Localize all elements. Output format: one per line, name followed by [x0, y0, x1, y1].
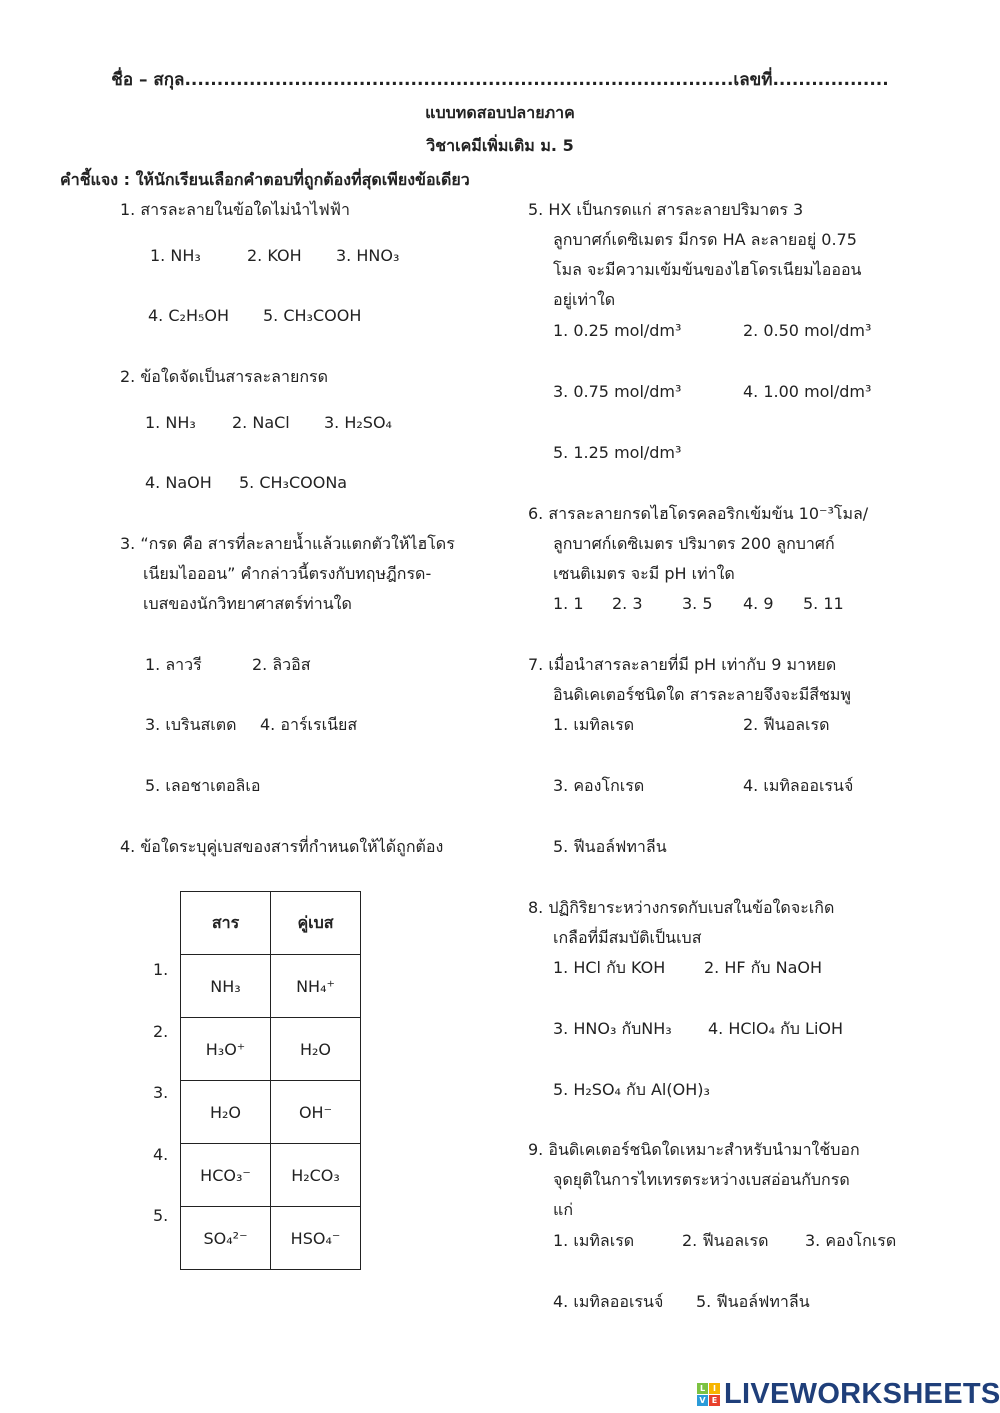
logo-text: LIVEWORKSHEETS — [724, 1378, 1000, 1410]
option[interactable]: 3. 0.75 mol/dm³ — [553, 382, 682, 401]
option[interactable]: 2. 3 — [612, 594, 643, 613]
option[interactable]: 3. 5 — [682, 594, 713, 613]
subject-title: วิชาเคมีเพิ่มเติม ม. 5 — [426, 136, 574, 155]
question-8: 8. ปฏิกิริยาระหว่างกรดกับเบสในข้อใดจะเกิด — [528, 898, 835, 917]
cell: H₃O⁺ — [181, 1018, 271, 1081]
option[interactable]: 5. H₂SO₄ กับ Al(OH)₃ — [553, 1080, 710, 1099]
option[interactable]: 3. HNO₃ — [336, 246, 400, 265]
option[interactable]: 5. 11 — [803, 594, 844, 613]
question-6-line: เซนติเมตร จะมี pH เท่าใด — [553, 564, 735, 583]
cell: OH⁻ — [271, 1081, 361, 1144]
option[interactable]: 1. NH₃ — [150, 246, 201, 265]
question-9-line: จุดยุติในการไทเทรตระหว่างเบสอ่อนกับกรด — [553, 1170, 850, 1189]
question-2: 2. ข้อใดจัดเป็นสารละลายกรด — [120, 367, 329, 386]
question-3: 3. “กรด คือ สารที่ละลายน้ำแล้วแตกตัวให้ไฮโดร — [120, 534, 455, 553]
logo-block: I — [709, 1383, 720, 1394]
question-3-line: เนียมไอออน” คำกล่าวนี้ตรงกับทฤษฎีกรด- — [143, 564, 432, 583]
option[interactable]: 2. ฟีนอลเรด — [743, 715, 830, 734]
question-1: 1. สารละลายในข้อใดไม่นำไฟฟ้า — [120, 200, 350, 219]
question-4: 4. ข้อใดระบุคู่เบสของสารที่กำหนดให้ได้ถูกต้อง — [120, 837, 444, 856]
option[interactable]: 3. คองโกเรด — [805, 1231, 897, 1250]
option[interactable]: 1. HCl กับ KOH — [553, 958, 666, 977]
option[interactable]: 1. 0.25 mol/dm³ — [553, 321, 682, 340]
liveworksheets-logo — [697, 1378, 1000, 1411]
option[interactable]: 2. 0.50 mol/dm³ — [743, 321, 872, 340]
option[interactable]: 5. 1.25 mol/dm³ — [553, 443, 682, 462]
option[interactable]: 1. NH₃ — [145, 413, 196, 432]
option[interactable]: 5. ฟีนอล์ฟทาลีน — [553, 837, 667, 856]
option[interactable]: 4. NaOH — [145, 473, 212, 492]
option[interactable]: 2. ฟีนอลเรด — [682, 1231, 769, 1250]
question-6-line: ลูกบาศก์เดซิเมตร ปริมาตร 200 ลูกบาศก์ — [553, 534, 835, 553]
option[interactable]: 4. 9 — [743, 594, 774, 613]
cell: NH₃ — [181, 955, 271, 1018]
exam-title: แบบทดสอบปลายภาค — [425, 103, 575, 122]
logo-block: E — [709, 1395, 720, 1406]
option[interactable]: 1. เมทิลเรด — [553, 1231, 635, 1250]
cell: H₂O — [181, 1081, 271, 1144]
question-7-line: อินดิเคเตอร์ชนิดใด สารละลายจึงจะมีสีชมพู — [553, 685, 851, 704]
question-8-line: เกลือที่มีสมบัติเป็นเบส — [553, 928, 702, 947]
option[interactable]: 2. KOH — [247, 246, 302, 265]
option[interactable]: 4. 1.00 mol/dm³ — [743, 382, 872, 401]
option[interactable]: 5. CH₃COOH — [263, 306, 362, 325]
logo-block: L — [697, 1383, 708, 1394]
option[interactable]: 4. เมทิลออเรนจ์ — [743, 776, 854, 795]
option[interactable]: 3. คองโกเรด — [553, 776, 645, 795]
option[interactable]: 1. เมทิลเรด — [553, 715, 635, 734]
question-7: 7. เมื่อนำสารละลายที่มี pH เท่ากับ 9 มาหยด — [528, 655, 837, 674]
question-3-line: เบสของนักวิทยาศาสตร์ท่านใด — [143, 594, 352, 613]
option[interactable]: 5. CH₃COONa — [239, 473, 348, 492]
row-number[interactable]: 2. — [153, 1022, 169, 1041]
question-5-line: ลูกบาศก์เดซิเมตร มีกรด HA ละลายอยู่ 0.75 — [553, 230, 857, 249]
cell: HSO₄⁻ — [271, 1207, 361, 1270]
cell: H₂CO₃ — [271, 1144, 361, 1207]
row-number[interactable]: 3. — [153, 1083, 169, 1102]
option[interactable]: 4. HClO₄ กับ LiOH — [708, 1019, 844, 1038]
conjugate-base-table — [180, 891, 361, 1270]
question-9: 9. อินดิเคเตอร์ชนิดใดเหมาะสำหรับนำมาใช้บอก — [528, 1140, 860, 1159]
question-5-line: อยู่เท่าใด — [553, 290, 616, 309]
option[interactable]: 2. HF กับ NaOH — [704, 958, 822, 977]
option[interactable]: 4. C₂H₅OH — [148, 306, 230, 325]
option[interactable]: 1. ลาวรี — [145, 655, 202, 674]
logo-block: V — [697, 1395, 708, 1406]
option[interactable]: 3. H₂SO₄ — [324, 413, 392, 432]
option[interactable]: 1. 1 — [553, 594, 584, 613]
option[interactable]: 4. เมทิลออเรนจ์ — [553, 1292, 664, 1311]
name-line: ชื่อ – สกุล.....................................................................................เลขที่.................. — [111, 70, 889, 90]
question-9-line: แก่ — [553, 1200, 573, 1219]
cell: H₂O — [271, 1018, 361, 1081]
option[interactable]: 5. ฟีนอล์ฟทาลีน — [696, 1292, 810, 1311]
option[interactable]: 2. NaCl — [232, 413, 290, 432]
cell: HCO₃⁻ — [181, 1144, 271, 1207]
option[interactable]: 2. ลิวอิส — [252, 655, 311, 674]
cell: SO₄²⁻ — [181, 1207, 271, 1270]
option[interactable]: 5. เลอชาเตอลิเอ — [145, 776, 261, 795]
cell: NH₄⁺ — [271, 955, 361, 1018]
question-5-line: โมล จะมีความเข้มข้นของไฮโดรเนียมไอออน — [553, 260, 862, 279]
row-number[interactable]: 1. — [153, 960, 169, 979]
option[interactable]: 3. เบรินสเตด — [145, 715, 237, 734]
option[interactable]: 3. HNO₃ กับNH₃ — [553, 1019, 672, 1038]
header-substance: สาร — [181, 892, 271, 955]
live-blocks-icon — [697, 1383, 720, 1406]
header-conjugate-base: คู่เบส — [271, 892, 361, 955]
option[interactable]: 4. อาร์เรเนียส — [260, 715, 358, 734]
question-5: 5. HX เป็นกรดแก่ สารละลายปริมาตร 3 — [528, 200, 804, 219]
instruction: คำชี้แจง : ให้นักเรียนเลือกคำตอบที่ถูกต้องที่สุดเพียงข้อเดียว — [60, 170, 470, 189]
row-number[interactable]: 5. — [153, 1206, 169, 1225]
row-number[interactable]: 4. — [153, 1145, 169, 1164]
question-6: 6. สารละลายกรดไฮโดรคลอริกเข้มข้น 10⁻³โมล/ — [528, 504, 869, 523]
